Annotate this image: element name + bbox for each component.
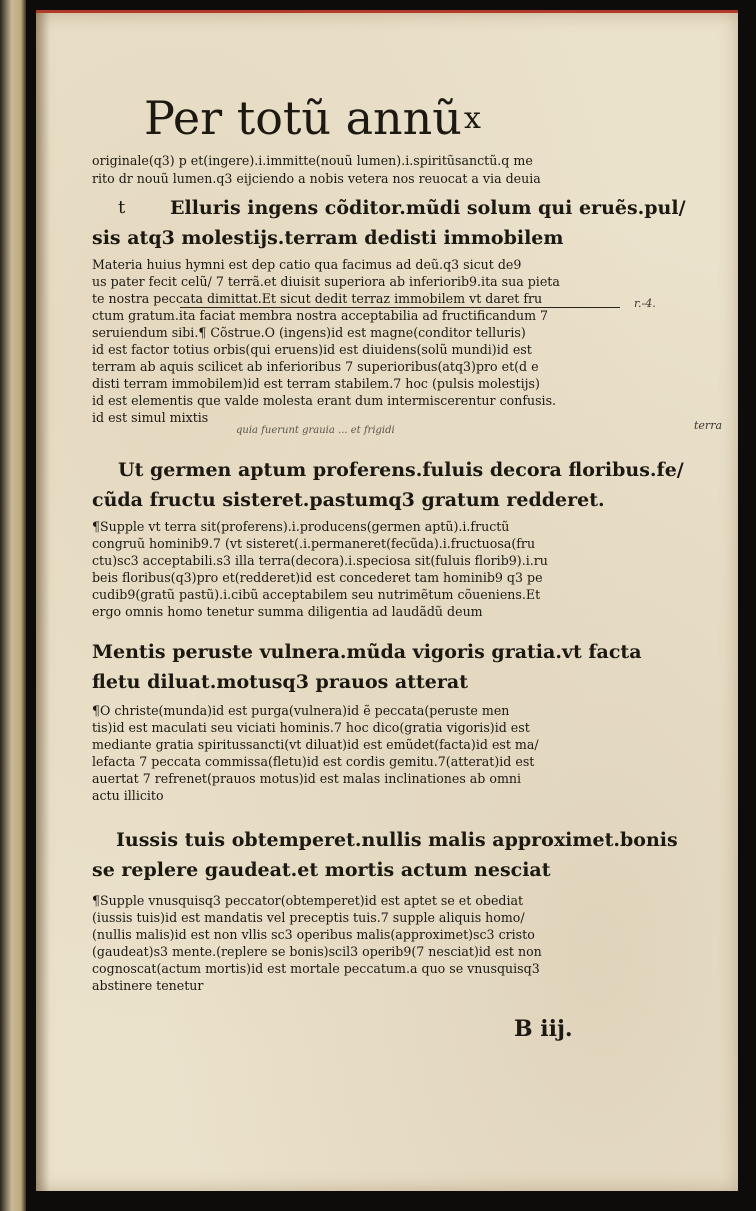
hymn-line: sis atq3 molestijs.terram dedisti immobilem — [92, 227, 564, 249]
hymn-line: Mentis peruste vulnera.mũda vigoris gratia.vt facta — [92, 641, 642, 663]
gloss-line: abstinere tenetur — [92, 978, 204, 993]
gloss-line: cognoscat(actum mortis)id est mortale peccatum.a quo se vnusquisq3 — [92, 961, 540, 976]
hymn-line: Ut germen aptum proferens.fuluis decora floribus.fe/ — [118, 459, 684, 481]
gloss-line: (nullis malis)id est non vllis sc3 operibus malis(approximet)sc3 cristo — [92, 927, 535, 942]
gloss-line: ctum gratum.ita faciat membra nostra acceptabilia ad fructificandum 7 — [92, 308, 549, 323]
gloss-line: id est factor totius orbis(qui eruens)id est diuidens(solũ mundi)id est — [92, 342, 532, 357]
gloss-line: (iussis tuis)id est mandatis vel preceptis tuis.7 supple aliquis homo/ — [92, 910, 525, 925]
gloss-line: ergo omnis homo tenetur summa diligentia ad laudãdũ deum — [92, 604, 483, 619]
hymn-line: Elluris ingens cõditor.mũdi solum qui eruẽs.pul/ — [170, 197, 686, 219]
margin-annotation: terra — [694, 419, 723, 432]
folio-mark: x — [464, 101, 481, 136]
initial-guide-letter: t — [118, 197, 126, 218]
gloss-line: id est simul mixtis — [92, 410, 209, 425]
signature-mark: B iij. — [514, 1016, 573, 1042]
gloss-line: auertat 7 refrenet(prauos motus)id est malas inclinationes ab omni — [92, 771, 522, 786]
gloss-line: Materia huius hymni est dep catio qua facimus ad deũ.q3 sicut de9 — [92, 257, 522, 272]
gloss-line: terram ab aquis scilicet ab inferioribus 7 superioribus(atq3)pro et(d e — [92, 359, 539, 374]
hymn-line: cũda fructu sisteret.pastumq3 gratum redderet. — [92, 489, 605, 511]
running-header: Per totũ annũ — [144, 91, 462, 145]
gloss-line: beis floribus(q3)pro et(redderet)id est concederet tam hominib9 q3 pe — [92, 570, 543, 585]
gloss-line: te nostra peccata dimittat.Et sicut dedit terraz immobilem vt daret fru — [92, 291, 543, 306]
gloss-line: tis)id est maculati seu viciati hominis.7 hoc dico(gratia vigoris)id est — [92, 720, 530, 735]
hymn-line: Iussis tuis obtemperet.nullis malis approximet.bonis — [116, 829, 678, 851]
intro-gloss-line: rito dr nouũ lumen.q3 eijciendo a nobis vetera nos reuocat a via deuia — [92, 171, 541, 186]
gloss-line: us pater fecit celũ/ 7 terrã.et diuisit superiora ab inferiorib9.ita sua pieta — [92, 274, 560, 289]
gloss-line: cudib9(gratũ pastũ).i.cibũ acceptabilem seu nutrimẽtum cõueniens.Et — [92, 587, 541, 602]
gloss-line: ctu)sc3 acceptabili.s3 illa terra(decora).i.speciosa sit(fuluis florib9).i.ru — [92, 553, 548, 568]
gloss-line: actu illicito — [92, 788, 164, 803]
gloss-line: lefacta 7 peccata commissa(fletu)id est cordis gemitu.7(atterat)id est — [92, 754, 535, 769]
page-gutter-shadow — [36, 13, 50, 1191]
gloss-line: mediante gratia spiritussancti(vt diluat)id est emũdet(facta)id est ma/ — [92, 737, 539, 752]
hymn-line: fletu diluat.motusq3 prauos atterat — [92, 671, 468, 693]
margin-annotation: r.-4. — [634, 297, 656, 310]
gloss-line: ¶Supple vnusquisq3 peccator(obtemperet)id est aptet se et obediat — [92, 893, 524, 908]
gloss-line: id est elementis que valde molesta erant dum intermiscerentur confusis. — [92, 393, 557, 408]
gloss-line: disti terram immobilem)id est terram stabilem.7 hoc (pulsis molestijs) — [92, 376, 540, 391]
gloss-line: ¶Supple vt terra sit(proferens).i.producens(germen aptũ).i.fructũ — [92, 519, 510, 534]
handwritten-annotation: quia fuerunt grauia ... et frigidi — [236, 425, 395, 436]
hymn-line: se replere gaudeat.et mortis actum nesciat — [92, 859, 551, 881]
gloss-line: seruiendum sibi.¶ Cõstrue.O (ingens)id est magne(conditor telluris) — [92, 325, 526, 340]
adjacent-page-edge — [0, 0, 26, 1211]
gloss-line: ¶O christe(munda)id est purga(vulnera)id ẽ peccata(peruste men — [92, 703, 510, 718]
gloss-line: congruũ hominib9.7 (vt sisteret(.i.permaneret(fecũda).i.fructuosa(fru — [92, 536, 536, 551]
underline-mark — [180, 307, 620, 308]
gloss-line: (gaudeat)s3 mente.(replere se bonis)scil3 operib9(7 nesciat)id est non — [92, 944, 542, 959]
manuscript-page — [36, 10, 738, 1191]
intro-gloss-line: originale(q3) p et(ingere).i.immitte(nouũ lumen).i.spiritũsanctũ.q me — [92, 153, 533, 168]
